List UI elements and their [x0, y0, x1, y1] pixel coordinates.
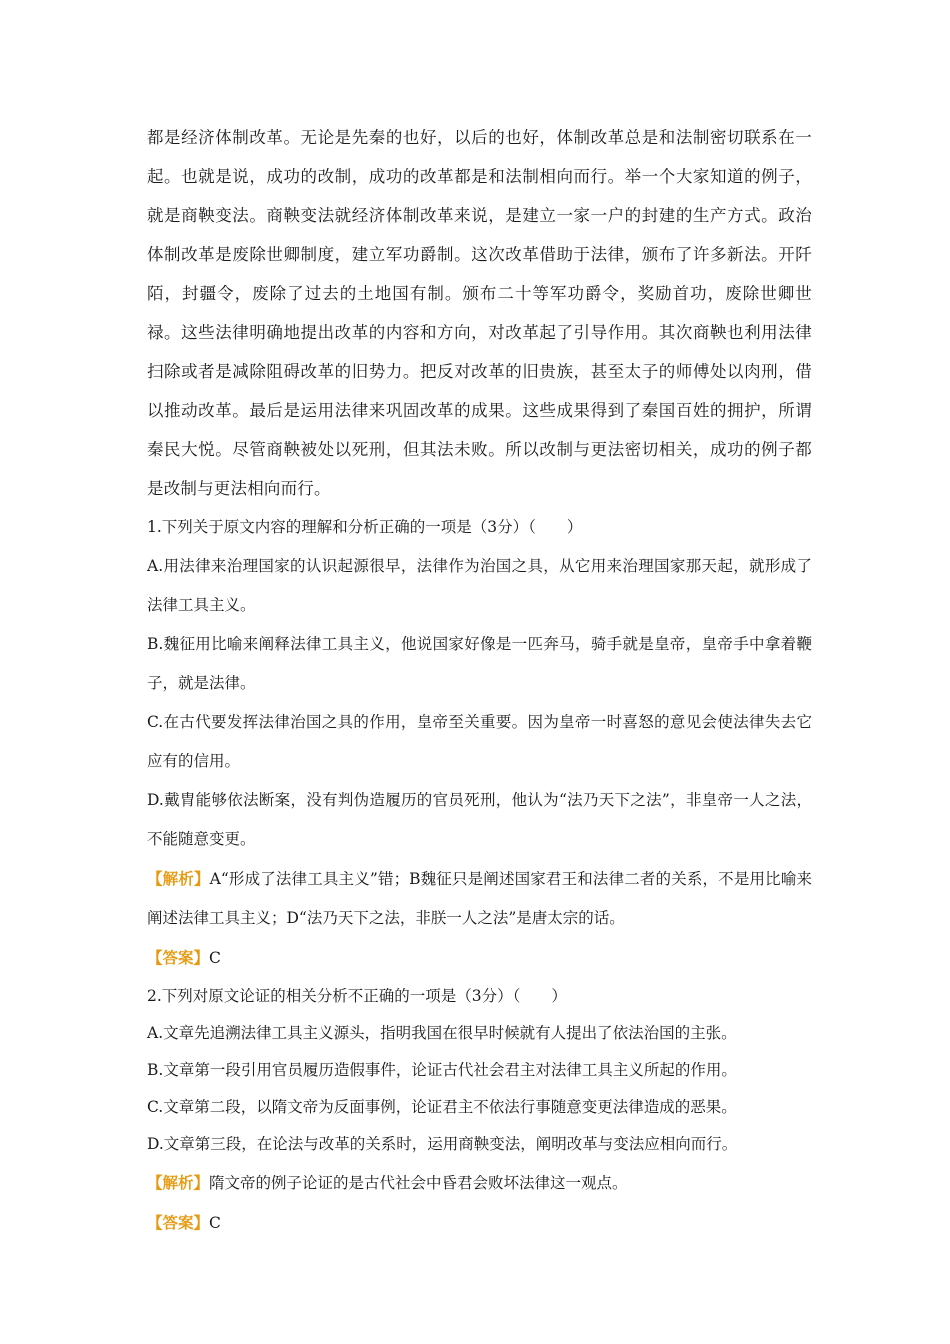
- analysis-text: A“形成了法律工具主义”错；B魏征只是阐述国家君王和法律二者的关系，不是用比喻来阐述法律工具主义；D“法乃天下之法，非朕一人之法”是唐太宗的话。: [147, 870, 812, 927]
- document-page: [147, 118, 812, 1243]
- question-1-analysis: [147, 859, 812, 938]
- question-2-answer: [147, 1203, 812, 1243]
- answer-text: C: [209, 949, 221, 967]
- question-2-analysis: [147, 1163, 812, 1203]
- question-1-option-a: A.用法律来治理国家的认识起源很早，法律作为治国之具，从它用来治理国家那天起，就形成了法律工具主义。: [147, 557, 812, 614]
- analysis-tag: 【解析】: [147, 1173, 210, 1192]
- answer-text: C: [209, 1214, 221, 1232]
- question-2-option-a: A.文章先追溯法律工具主义源头，指明我国在很早时候就有人提出了依法治国的主张。: [147, 1024, 737, 1042]
- question-2-option-c: C.文章第二段，以隋文帝为反面事例，论证君主不依法行事随意变更法律造成的恶果。: [147, 1098, 737, 1116]
- analysis-tag: 【解析】: [147, 869, 210, 888]
- passage-paragraph: 都是经济体制改革。无论是先秦的也好，以后的也好，体制改革总是和法制密切联系在一起。也就是说，成功的改制，成功的改革都是和法制相向而行。举一个大家知道的例子，就是商鞅变法。商鞅变法就经济体制改革来说，是建立一家一户的封建的生产方式。政治体制改革是废除世卿制度，建立军功爵制。这次改革借助于法律，颁布了许多新法。开阡陌，封疆令，废除了过去的土地国有制。颁布二十等军功爵令，奖励首功，废除世卿世禄。这些法律明确地提出改革的内容和方向，对改革起了引导作用。其次商鞅也利用法律扫除或者是减除阻碍改革的旧势力。把反对改革的旧贵族，甚至太子的师傅处以肉刑，借以推动改革。最后是运用法律来巩固改革的成果。这些成果得到了秦国百姓的拥护，所谓秦民大悦。尽管商鞅被处以死刑，但其法未败。所以改制与更法密切相关，成功的例子都是改制与更法相向而行。: [147, 128, 812, 498]
- question-2-option-b: B.文章第一段引用官员履历造假事件，论证古代社会君主对法律工具主义所起的作用。: [147, 1061, 737, 1079]
- question-1-answer: [147, 938, 812, 978]
- answer-tag: 【答案】: [147, 948, 210, 967]
- question-1-option-b: B.魏征用比喻来阐释法律工具主义，他说国家好像是一匹奔马，骑手就是皇帝，皇帝手中拿着鞭子，就是法律。: [147, 635, 812, 692]
- question-2-option-d: D.文章第三段，在论法与改革的关系时，运用商鞅变法，阐明改革与变法应相向而行。: [147, 1135, 738, 1153]
- question-1-option-d: D.戴胄能够依法断案，没有判伪造履历的官员死刑，他认为“法乃天下之法”，非皇帝一人之法，不能随意变更。: [147, 791, 812, 848]
- question-1-stem: 1.下列关于原文内容的理解和分析正确的一项是（3分）（ ）: [147, 518, 583, 536]
- analysis-text: 隋文帝的例子论证的是古代社会中昏君会败坏法律这一观点。: [209, 1174, 628, 1192]
- answer-tag: 【答案】: [147, 1213, 210, 1232]
- question-2-stem: 2.下列对原文论证的相关分析不正确的一项是（3分）（ ）: [147, 987, 567, 1005]
- question-1-option-c: C.在古代要发挥法律治国之具的作用，皇帝至关重要。因为皇帝一时喜怒的意见会使法律失去它应有的信用。: [147, 713, 812, 770]
